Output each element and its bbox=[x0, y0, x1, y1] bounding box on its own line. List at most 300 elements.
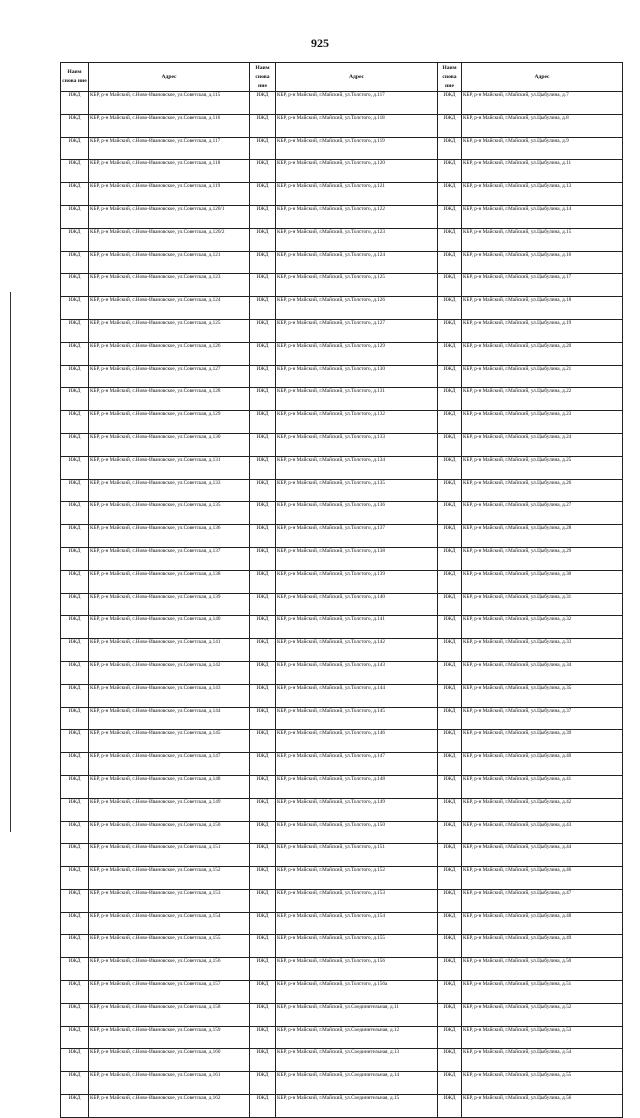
address-cell: КБР, р-н Майский, с.Ново-Ивановское, ул.Советская, д.137 bbox=[89, 547, 250, 570]
object-kind-cell: ИЖД bbox=[438, 753, 462, 776]
object-kind-cell: ИЖД bbox=[438, 160, 462, 183]
object-kind-cell: ИЖД bbox=[250, 1026, 276, 1049]
object-kind-cell: ИЖД bbox=[438, 661, 462, 684]
address-cell: КБР, р-н Майский, г.Майский, ул.Цыбулина, д.34 bbox=[462, 661, 623, 684]
address-header: Адрес bbox=[89, 63, 250, 92]
address-cell: КБР, р-н Майский, г.Майский, ул.Цыбулина, д.53 bbox=[462, 1026, 623, 1049]
address-cell: КБР, р-н Майский, г.Майский, ул.Толстого, д.138 bbox=[276, 547, 438, 570]
address-cell: КБР, р-н Майский, г.Майский, ул.Цыбулина, д.46 bbox=[462, 867, 623, 890]
object-kind-cell: ИЖД bbox=[250, 912, 276, 935]
address-cell: КБР, р-н Майский, г.Майский, ул.Соединительная, д.15 bbox=[276, 1095, 438, 1118]
object-kind-cell: ИЖД bbox=[250, 593, 276, 616]
object-kind-cell: ИЖД bbox=[61, 342, 89, 365]
object-kind-cell: ИЖД bbox=[61, 319, 89, 342]
object-kind-cell: ИЖД bbox=[61, 388, 89, 411]
kind-header: Наим снова ние bbox=[438, 63, 462, 92]
table-row bbox=[61, 981, 623, 1004]
table-row bbox=[61, 867, 623, 890]
object-kind-cell: ИЖД bbox=[61, 616, 89, 639]
address-cell: КБР, р-н Майский, г.Майский, ул.Цыбулина, д.21 bbox=[462, 365, 623, 388]
object-kind-cell: ИЖД bbox=[61, 707, 89, 730]
address-cell: КБР, р-н Майский, г.Майский, ул.Толстого, д.123 bbox=[276, 228, 438, 251]
object-kind-cell: ИЖД bbox=[61, 205, 89, 228]
table-row bbox=[61, 92, 623, 115]
object-kind-cell: ИЖД bbox=[438, 639, 462, 662]
object-kind-cell: ИЖД bbox=[438, 456, 462, 479]
object-kind-cell: ИЖД bbox=[438, 114, 462, 137]
table-row bbox=[61, 639, 623, 662]
address-cell: КБР, р-н Майский, г.Майский, ул.Цыбулина, д.15 bbox=[462, 228, 623, 251]
object-kind-cell: ИЖД bbox=[61, 661, 89, 684]
object-kind-cell: ИЖД bbox=[61, 228, 89, 251]
object-kind-cell: ИЖД bbox=[250, 935, 276, 958]
object-kind-cell: ИЖД bbox=[438, 821, 462, 844]
address-cell: КБР, р-н Майский, г.Майский, ул.Толстого, д.147 bbox=[276, 753, 438, 776]
address-cell: КБР, р-н Майский, г.Майский, ул.Цыбулина, д.8 bbox=[462, 114, 623, 137]
address-cell: КБР, р-н Майский, с.Ново-Ивановское, ул.Советская, д.124 bbox=[89, 297, 250, 320]
table-row bbox=[61, 319, 623, 342]
address-cell: КБР, р-н Майский, г.Майский, ул.Толстого, д.156 bbox=[276, 958, 438, 981]
left-margin-line bbox=[10, 292, 11, 832]
object-kind-cell: ИЖД bbox=[61, 160, 89, 183]
address-cell: КБР, р-н Майский, г.Майский, ул.Цыбулина, д.49 bbox=[462, 935, 623, 958]
address-cell: КБР, р-н Майский, с.Ново-Ивановское, ул.Советская, д.155 bbox=[89, 935, 250, 958]
object-kind-cell: ИЖД bbox=[61, 867, 89, 890]
address-cell: КБР, р-н Майский, с.Ново-Ивановское, ул.Советская, д.131 bbox=[89, 456, 250, 479]
address-cell: КБР, р-н Майский, с.Ново-Ивановское, ул.Советская, д.120/1 bbox=[89, 205, 250, 228]
object-kind-cell: ИЖД bbox=[438, 183, 462, 206]
object-kind-cell: ИЖД bbox=[61, 570, 89, 593]
object-kind-cell: ИЖД bbox=[250, 639, 276, 662]
address-cell: КБР, р-н Майский, с.Ново-Ивановское, ул.Советская, д.141 bbox=[89, 639, 250, 662]
address-cell: КБР, р-н Майский, г.Майский, ул.Цыбулина, д.43 bbox=[462, 821, 623, 844]
address-cell: КБР, р-н Майский, г.Майский, ул.Цыбулина, д.11 bbox=[462, 160, 623, 183]
address-cell: КБР, р-н Майский, г.Майский, ул.Толстого, д.131 bbox=[276, 388, 438, 411]
page-number: 925 bbox=[311, 36, 329, 50]
object-kind-cell: ИЖД bbox=[61, 547, 89, 570]
object-kind-cell: ИЖД bbox=[250, 570, 276, 593]
address-cell: КБР, р-н Майский, с.Ново-Ивановское, ул.Советская, д.162 bbox=[89, 1095, 250, 1118]
table-row bbox=[61, 502, 623, 525]
table-row bbox=[61, 593, 623, 616]
object-kind-cell: ИЖД bbox=[438, 958, 462, 981]
address-cell: КБР, р-н Майский, с.Ново-Ивановское, ул.Советская, д.128 bbox=[89, 388, 250, 411]
kind-header: Наим снова ние bbox=[250, 63, 276, 92]
address-cell: КБР, р-н Майский, с.Ново-Ивановское, ул.Советская, д.121 bbox=[89, 251, 250, 274]
header-row bbox=[61, 63, 623, 92]
object-kind-cell: ИЖД bbox=[250, 525, 276, 548]
table-row bbox=[61, 479, 623, 502]
address-cell: КБР, р-н Майский, г.Майский, ул.Толстого, д.150 bbox=[276, 821, 438, 844]
address-cell: КБР, р-н Майский, с.Ново-Ивановское, ул.Советская, д.130 bbox=[89, 433, 250, 456]
object-kind-cell: ИЖД bbox=[438, 616, 462, 639]
address-cell: КБР, р-н Майский, г.Майский, ул.Цыбулина, д.14 bbox=[462, 205, 623, 228]
object-kind-cell: ИЖД bbox=[438, 1072, 462, 1095]
object-kind-cell: ИЖД bbox=[438, 935, 462, 958]
address-cell: КБР, р-н Майский, с.Ново-Ивановское, ул.Советская, д.158 bbox=[89, 1003, 250, 1026]
address-cell: КБР, р-н Майский, г.Майский, ул.Цыбулина, д.47 bbox=[462, 889, 623, 912]
address-cell: КБР, р-н Майский, г.Майский, ул.Цыбулина, д.37 bbox=[462, 707, 623, 730]
object-kind-cell: ИЖД bbox=[250, 502, 276, 525]
address-cell: КБР, р-н Майский, с.Ново-Ивановское, ул.Советская, д.136 bbox=[89, 525, 250, 548]
address-cell: КБР, р-н Майский, г.Майский, ул.Цыбулина, д.30 bbox=[462, 570, 623, 593]
address-cell: КБР, р-н Майский, г.Майский, ул.Цыбулина, д.24 bbox=[462, 433, 623, 456]
address-cell: КБР, р-н Майский, с.Ново-Ивановское, ул.Советская, д.143 bbox=[89, 684, 250, 707]
object-kind-cell: ИЖД bbox=[250, 319, 276, 342]
object-kind-cell: ИЖД bbox=[250, 92, 276, 115]
object-kind-cell: ИЖД bbox=[250, 844, 276, 867]
address-cell: КБР, р-н Майский, г.Майский, ул.Цыбулина, д.35 bbox=[462, 684, 623, 707]
object-kind-cell: ИЖД bbox=[250, 388, 276, 411]
address-cell: КБР, р-н Майский, с.Ново-Ивановское, ул.Советская, д.142 bbox=[89, 661, 250, 684]
address-cell: КБР, р-н Майский, г.Майский, ул.Цыбулина, д.39 bbox=[462, 730, 623, 753]
address-cell: КБР, р-н Майский, г.Майский, ул.Толстого, д.135 bbox=[276, 479, 438, 502]
table-body bbox=[61, 92, 623, 1118]
address-cell: КБР, р-н Майский, г.Майский, ул.Толстого, д.149 bbox=[276, 798, 438, 821]
address-cell: КБР, р-н Майский, г.Майский, ул.Толстого, д.127 bbox=[276, 319, 438, 342]
object-kind-cell: ИЖД bbox=[438, 912, 462, 935]
object-kind-cell: ИЖД bbox=[438, 844, 462, 867]
address-cell: КБР, р-н Майский, г.Майский, ул.Толстого, д.151 bbox=[276, 844, 438, 867]
object-kind-cell: ИЖД bbox=[438, 730, 462, 753]
object-kind-cell: ИЖД bbox=[438, 319, 462, 342]
object-kind-cell: ИЖД bbox=[438, 593, 462, 616]
object-kind-cell: ИЖД bbox=[61, 1072, 89, 1095]
address-cell: КБР, р-н Майский, г.Майский, ул.Толстого, д.155 bbox=[276, 935, 438, 958]
table-row bbox=[61, 661, 623, 684]
address-cell: КБР, р-н Майский, г.Майский, ул.Цыбулина, д.31 bbox=[462, 593, 623, 616]
object-kind-cell: ИЖД bbox=[250, 274, 276, 297]
address-cell: КБР, р-н Майский, г.Майский, ул.Цыбулина, д.17 bbox=[462, 274, 623, 297]
address-cell: КБР, р-н Майский, г.Майский, ул.Толстого, д.120 bbox=[276, 160, 438, 183]
object-kind-cell: ИЖД bbox=[438, 365, 462, 388]
address-cell: КБР, р-н Майский, с.Ново-Ивановское, ул.Советская, д.161 bbox=[89, 1072, 250, 1095]
object-kind-cell: ИЖД bbox=[438, 411, 462, 434]
object-kind-cell: ИЖД bbox=[61, 456, 89, 479]
object-kind-cell: ИЖД bbox=[61, 593, 89, 616]
table-row bbox=[61, 570, 623, 593]
table-row bbox=[61, 547, 623, 570]
address-cell: КБР, р-н Майский, с.Ново-Ивановское, ул.Советская, д.129 bbox=[89, 411, 250, 434]
object-kind-cell: ИЖД bbox=[250, 456, 276, 479]
address-cell: КБР, р-н Майский, с.Ново-Ивановское, ул.Советская, д.150 bbox=[89, 821, 250, 844]
object-kind-cell: ИЖД bbox=[438, 92, 462, 115]
address-header: Адрес bbox=[276, 63, 438, 92]
address-cell: КБР, р-н Майский, с.Ново-Ивановское, ул.Советская, д.159 bbox=[89, 1026, 250, 1049]
object-kind-cell: ИЖД bbox=[250, 411, 276, 434]
address-cell: КБР, р-н Майский, г.Майский, ул.Цыбулина, д.41 bbox=[462, 775, 623, 798]
object-kind-cell: ИЖД bbox=[438, 570, 462, 593]
address-cell: КБР, р-н Майский, г.Майский, ул.Толстого, д.143 bbox=[276, 661, 438, 684]
address-cell: КБР, р-н Майский, с.Ново-Ивановское, ул.Советская, д.144 bbox=[89, 707, 250, 730]
address-cell: КБР, р-н Майский, г.Майский, ул.Толстого, д.137 bbox=[276, 525, 438, 548]
address-cell: КБР, р-н Майский, г.Майский, ул.Толстого, д.129 bbox=[276, 342, 438, 365]
address-cell: КБР, р-н Майский, г.Майский, ул.Толстого, д.124 bbox=[276, 251, 438, 274]
object-kind-cell: ИЖД bbox=[61, 775, 89, 798]
object-kind-cell: ИЖД bbox=[250, 981, 276, 1004]
address-cell: КБР, р-н Майский, г.Майский, ул.Толстого, д.133 bbox=[276, 433, 438, 456]
object-kind-cell: ИЖД bbox=[250, 547, 276, 570]
object-kind-cell: ИЖД bbox=[438, 228, 462, 251]
address-cell: КБР, р-н Майский, г.Майский, ул.Цыбулина, д.51 bbox=[462, 981, 623, 1004]
object-kind-cell: ИЖД bbox=[250, 1072, 276, 1095]
address-cell: КБР, р-н Майский, г.Майский, ул.Толстого, д.154 bbox=[276, 912, 438, 935]
object-kind-cell: ИЖД bbox=[61, 935, 89, 958]
address-cell: КБР, р-н Майский, г.Майский, ул.Толстого, д.118 bbox=[276, 114, 438, 137]
address-cell: КБР, р-н Майский, г.Майский, ул.Цыбулина, д.44 bbox=[462, 844, 623, 867]
address-cell: КБР, р-н Майский, г.Майский, ул.Цыбулина, д.16 bbox=[462, 251, 623, 274]
address-cell: КБР, р-н Майский, г.Майский, ул.Толстого, д.119 bbox=[276, 137, 438, 160]
address-cell: КБР, р-н Майский, с.Ново-Ивановское, ул.Советская, д.149 bbox=[89, 798, 250, 821]
object-kind-cell: ИЖД bbox=[250, 867, 276, 890]
object-kind-cell: ИЖД bbox=[61, 411, 89, 434]
object-kind-cell: ИЖД bbox=[250, 228, 276, 251]
object-kind-cell: ИЖД bbox=[61, 92, 89, 115]
address-cell: КБР, р-н Майский, с.Ново-Ивановское, ул.Советская, д.138 bbox=[89, 570, 250, 593]
table-row bbox=[61, 411, 623, 434]
table-row bbox=[61, 388, 623, 411]
table-row bbox=[61, 228, 623, 251]
object-kind-cell: ИЖД bbox=[438, 889, 462, 912]
object-kind-cell: ИЖД bbox=[61, 1095, 89, 1118]
object-kind-cell: ИЖД bbox=[61, 1003, 89, 1026]
object-kind-cell: ИЖД bbox=[438, 798, 462, 821]
address-cell: КБР, р-н Майский, с.Ново-Ивановское, ул.Советская, д.156 bbox=[89, 958, 250, 981]
address-cell: КБР, р-н Майский, с.Ново-Ивановское, ул.Советская, д.117 bbox=[89, 137, 250, 160]
address-cell: КБР, р-н Майский, с.Ново-Ивановское, ул.Советская, д.133 bbox=[89, 479, 250, 502]
object-kind-cell: ИЖД bbox=[250, 205, 276, 228]
object-kind-cell: ИЖД bbox=[61, 114, 89, 137]
object-kind-cell: ИЖД bbox=[438, 867, 462, 890]
table-row bbox=[61, 433, 623, 456]
address-cell: КБР, р-н Майский, с.Ново-Ивановское, ул.Советская, д.148 bbox=[89, 775, 250, 798]
object-kind-cell: ИЖД bbox=[438, 775, 462, 798]
object-kind-cell: ИЖД bbox=[250, 479, 276, 502]
table-row bbox=[61, 342, 623, 365]
object-kind-cell: ИЖД bbox=[250, 684, 276, 707]
object-kind-cell: ИЖД bbox=[438, 274, 462, 297]
object-kind-cell: ИЖД bbox=[250, 1049, 276, 1072]
object-kind-cell: ИЖД bbox=[250, 1095, 276, 1118]
object-kind-cell: ИЖД bbox=[250, 160, 276, 183]
object-kind-cell: ИЖД bbox=[61, 730, 89, 753]
kind-header: Наим снова ние bbox=[61, 63, 89, 92]
address-cell: КБР, р-н Майский, г.Майский, ул.Толстого, д.145 bbox=[276, 707, 438, 730]
address-cell: КБР, р-н Майский, с.Ново-Ивановское, ул.Советская, д.125 bbox=[89, 319, 250, 342]
table-row bbox=[61, 456, 623, 479]
table-row bbox=[61, 1095, 623, 1118]
address-cell: КБР, р-н Майский, г.Майский, ул.Цыбулина, д.19 bbox=[462, 319, 623, 342]
object-kind-cell: ИЖД bbox=[438, 479, 462, 502]
object-kind-cell: ИЖД bbox=[250, 821, 276, 844]
table-row bbox=[61, 205, 623, 228]
object-kind-cell: ИЖД bbox=[250, 753, 276, 776]
address-cell: КБР, р-н Майский, г.Майский, ул.Цыбулина, д.25 bbox=[462, 456, 623, 479]
object-kind-cell: ИЖД bbox=[61, 479, 89, 502]
address-cell: КБР, р-н Майский, г.Майский, ул.Толстого, д.146 bbox=[276, 730, 438, 753]
registry-table bbox=[60, 62, 623, 1118]
object-kind-cell: ИЖД bbox=[61, 183, 89, 206]
object-kind-cell: ИЖД bbox=[61, 981, 89, 1004]
address-cell: КБР, р-н Майский, г.Майский, ул.Цыбулина, д.29 bbox=[462, 547, 623, 570]
address-cell: КБР, р-н Майский, г.Майский, ул.Толстого, д.134 bbox=[276, 456, 438, 479]
address-cell: КБР, р-н Майский, г.Майский, ул.Толстого, д.144 bbox=[276, 684, 438, 707]
object-kind-cell: ИЖД bbox=[250, 251, 276, 274]
table-row bbox=[61, 889, 623, 912]
address-cell: КБР, р-н Майский, г.Майский, ул.Цыбулина, д.33 bbox=[462, 639, 623, 662]
address-cell: КБР, р-н Майский, г.Майский, ул.Цыбулина, д.22 bbox=[462, 388, 623, 411]
object-kind-cell: ИЖД bbox=[250, 661, 276, 684]
table-row bbox=[61, 730, 623, 753]
table-row bbox=[61, 935, 623, 958]
object-kind-cell: ИЖД bbox=[250, 889, 276, 912]
address-cell: КБР, р-н Майский, г.Майский, ул.Толстого, д.139 bbox=[276, 570, 438, 593]
object-kind-cell: ИЖД bbox=[438, 684, 462, 707]
table-row bbox=[61, 274, 623, 297]
object-kind-cell: ИЖД bbox=[61, 251, 89, 274]
table-row bbox=[61, 1049, 623, 1072]
address-cell: КБР, р-н Майский, с.Ново-Ивановское, ул.Советская, д.120/2 bbox=[89, 228, 250, 251]
address-cell: КБР, р-н Майский, г.Майский, ул.Цыбулина, д.27 bbox=[462, 502, 623, 525]
address-cell: КБР, р-н Майский, с.Ново-Ивановское, ул.Советская, д.152 bbox=[89, 867, 250, 890]
address-header: Адрес bbox=[462, 63, 623, 92]
address-cell: КБР, р-н Майский, с.Ново-Ивановское, ул.Советская, д.126 bbox=[89, 342, 250, 365]
address-cell: КБР, р-н Майский, г.Майский, ул.Толстого, д.140 bbox=[276, 593, 438, 616]
table-row bbox=[61, 616, 623, 639]
table-row bbox=[61, 707, 623, 730]
address-cell: КБР, р-н Майский, г.Майский, ул.Цыбулина, д.56 bbox=[462, 1095, 623, 1118]
address-cell: КБР, р-н Майский, г.Майский, ул.Цыбулина, д.13 bbox=[462, 183, 623, 206]
object-kind-cell: ИЖД bbox=[250, 297, 276, 320]
address-cell: КБР, р-н Майский, с.Ново-Ивановское, ул.Советская, д.157 bbox=[89, 981, 250, 1004]
object-kind-cell: ИЖД bbox=[438, 502, 462, 525]
table-row bbox=[61, 137, 623, 160]
table-row bbox=[61, 114, 623, 137]
object-kind-cell: ИЖД bbox=[250, 137, 276, 160]
object-kind-cell: ИЖД bbox=[250, 365, 276, 388]
address-cell: КБР, р-н Майский, г.Майский, ул.Цыбулина, д.32 bbox=[462, 616, 623, 639]
object-kind-cell: ИЖД bbox=[438, 1095, 462, 1118]
object-kind-cell: ИЖД bbox=[61, 912, 89, 935]
address-cell: КБР, р-н Майский, г.Майский, ул.Толстого, д.122 bbox=[276, 205, 438, 228]
table-row bbox=[61, 775, 623, 798]
object-kind-cell: ИЖД bbox=[438, 525, 462, 548]
object-kind-cell: ИЖД bbox=[61, 365, 89, 388]
address-cell: КБР, р-н Майский, г.Майский, ул.Цыбулина, д.18 bbox=[462, 297, 623, 320]
object-kind-cell: ИЖД bbox=[250, 616, 276, 639]
object-kind-cell: ИЖД bbox=[61, 297, 89, 320]
address-cell: КБР, р-н Майский, г.Майский, ул.Толстого, д.130 bbox=[276, 365, 438, 388]
address-cell: КБР, р-н Майский, г.Майский, ул.Толстого, д.125 bbox=[276, 274, 438, 297]
address-cell: КБР, р-н Майский, с.Ново-Ивановское, ул.Советская, д.153 bbox=[89, 889, 250, 912]
address-cell: КБР, р-н Майский, с.Ново-Ивановское, ул.Советская, д.135 bbox=[89, 502, 250, 525]
table-row bbox=[61, 912, 623, 935]
table-row bbox=[61, 183, 623, 206]
address-cell: КБР, р-н Майский, г.Майский, ул.Цыбулина, д.55 bbox=[462, 1072, 623, 1095]
address-cell: КБР, р-н Майский, г.Майский, ул.Цыбулина, д.52 bbox=[462, 1003, 623, 1026]
address-cell: КБР, р-н Майский, с.Ново-Ивановское, ул.Советская, д.118 bbox=[89, 160, 250, 183]
address-cell: КБР, р-н Майский, с.Ново-Ивановское, ул.Советская, д.145 bbox=[89, 730, 250, 753]
table-row bbox=[61, 1072, 623, 1095]
object-kind-cell: ИЖД bbox=[250, 183, 276, 206]
object-kind-cell: ИЖД bbox=[61, 684, 89, 707]
address-cell: КБР, р-н Майский, с.Ново-Ивановское, ул.Советская, д.151 bbox=[89, 844, 250, 867]
address-cell: КБР, р-н Майский, с.Ново-Ивановское, ул.Советская, д.127 bbox=[89, 365, 250, 388]
object-kind-cell: ИЖД bbox=[61, 1049, 89, 1072]
address-cell: КБР, р-н Майский, г.Майский, ул.Соединительная, д.12 bbox=[276, 1026, 438, 1049]
address-cell: КБР, р-н Майский, г.Майский, ул.Толстого, д.142 bbox=[276, 639, 438, 662]
object-kind-cell: ИЖД bbox=[250, 1003, 276, 1026]
table-row bbox=[61, 297, 623, 320]
address-cell: КБР, р-н Майский, г.Майский, ул.Цыбулина, д.26 bbox=[462, 479, 623, 502]
table-row bbox=[61, 1026, 623, 1049]
address-cell: КБР, р-н Майский, с.Ново-Ивановское, ул.Советская, д.154 bbox=[89, 912, 250, 935]
object-kind-cell: ИЖД bbox=[250, 707, 276, 730]
address-cell: КБР, р-н Майский, г.Майский, ул.Толстого, д.121 bbox=[276, 183, 438, 206]
address-cell: КБР, р-н Майский, с.Ново-Ивановское, ул.Советская, д.160 bbox=[89, 1049, 250, 1072]
object-kind-cell: ИЖД bbox=[250, 342, 276, 365]
address-cell: КБР, р-н Майский, с.Ново-Ивановское, ул.Советская, д.123 bbox=[89, 274, 250, 297]
object-kind-cell: ИЖД bbox=[438, 342, 462, 365]
address-cell: КБР, р-н Майский, г.Майский, ул.Цыбулина, д.28 bbox=[462, 525, 623, 548]
object-kind-cell: ИЖД bbox=[438, 547, 462, 570]
address-cell: КБР, р-н Майский, г.Майский, ул.Цыбулина, д.40 bbox=[462, 753, 623, 776]
address-cell: КБР, р-н Майский, г.Майский, ул.Толстого, д.148 bbox=[276, 775, 438, 798]
address-cell: КБР, р-н Майский, г.Майский, ул.Цыбулина, д.48 bbox=[462, 912, 623, 935]
object-kind-cell: ИЖД bbox=[61, 1026, 89, 1049]
object-kind-cell: ИЖД bbox=[438, 251, 462, 274]
object-kind-cell: ИЖД bbox=[438, 1049, 462, 1072]
object-kind-cell: ИЖД bbox=[61, 274, 89, 297]
object-kind-cell: ИЖД bbox=[438, 981, 462, 1004]
object-kind-cell: ИЖД bbox=[438, 137, 462, 160]
object-kind-cell: ИЖД bbox=[61, 958, 89, 981]
object-kind-cell: ИЖД bbox=[250, 433, 276, 456]
object-kind-cell: ИЖД bbox=[61, 753, 89, 776]
object-kind-cell: ИЖД bbox=[250, 775, 276, 798]
table-row bbox=[61, 1003, 623, 1026]
address-cell: КБР, р-н Майский, с.Ново-Ивановское, ул.Советская, д.139 bbox=[89, 593, 250, 616]
table-row bbox=[61, 798, 623, 821]
object-kind-cell: ИЖД bbox=[438, 205, 462, 228]
address-cell: КБР, р-н Майский, г.Майский, ул.Соединительная, д.14 bbox=[276, 1072, 438, 1095]
object-kind-cell: ИЖД bbox=[61, 502, 89, 525]
address-cell: КБР, р-н Майский, г.Майский, ул.Цыбулина, д.23 bbox=[462, 411, 623, 434]
table-row bbox=[61, 844, 623, 867]
address-cell: КБР, р-н Майский, г.Майский, ул.Толстого, д.153 bbox=[276, 889, 438, 912]
address-cell: КБР, р-н Майский, г.Майский, ул.Толстого, д.141 bbox=[276, 616, 438, 639]
address-cell: КБР, р-н Майский, г.Майский, ул.Соединительная, д.11 bbox=[276, 1003, 438, 1026]
table-row bbox=[61, 821, 623, 844]
table-row bbox=[61, 753, 623, 776]
address-cell: КБР, р-н Майский, г.Майский, ул.Цыбулина, д.9 bbox=[462, 137, 623, 160]
object-kind-cell: ИЖД bbox=[438, 1026, 462, 1049]
object-kind-cell: ИЖД bbox=[61, 821, 89, 844]
address-cell: КБР, р-н Майский, г.Майский, ул.Соединительная, д.13 bbox=[276, 1049, 438, 1072]
address-cell: КБР, р-н Майский, г.Майский, ул.Толстого, д.126 bbox=[276, 297, 438, 320]
address-cell: КБР, р-н Майский, г.Майский, ул.Цыбулина, д.54 bbox=[462, 1049, 623, 1072]
address-cell: КБР, р-н Майский, г.Майский, ул.Цыбулина, д.20 bbox=[462, 342, 623, 365]
object-kind-cell: ИЖД bbox=[61, 639, 89, 662]
object-kind-cell: ИЖД bbox=[438, 297, 462, 320]
object-kind-cell: ИЖД bbox=[61, 137, 89, 160]
table-row bbox=[61, 251, 623, 274]
address-cell: КБР, р-н Майский, г.Майский, ул.Цыбулина, д.42 bbox=[462, 798, 623, 821]
address-cell: КБР, р-н Майский, г.Майский, ул.Цыбулина, д.50 bbox=[462, 958, 623, 981]
address-cell: КБР, р-н Майский, с.Ново-Ивановское, ул.Советская, д.119 bbox=[89, 183, 250, 206]
table-row bbox=[61, 958, 623, 981]
object-kind-cell: ИЖД bbox=[438, 433, 462, 456]
